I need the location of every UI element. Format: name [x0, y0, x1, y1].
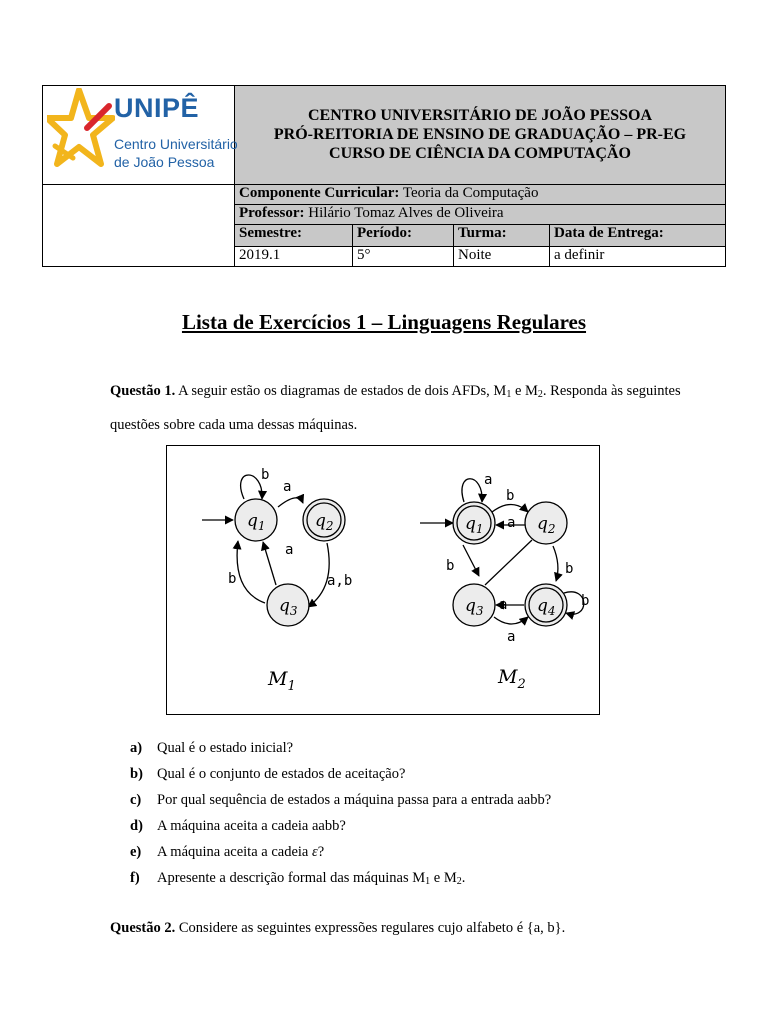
m1-label-q1-q2: a	[283, 479, 292, 495]
m2-label-q2-q4: b	[565, 561, 574, 577]
institution-line-1: CENTRO UNIVERSITÁRIO DE JOÃO PESSOA	[307, 107, 653, 125]
item-text: A máquina aceita a cadeia aabb?	[157, 818, 346, 834]
question-1-text-b: e M	[511, 383, 538, 399]
professor-row	[235, 204, 726, 224]
subscript: 1	[506, 389, 512, 400]
m2-label-q4-q3: a	[499, 597, 508, 613]
question-2-text: Considere as seguintes expressões regulares cujo alfabeto é {a, b}.	[175, 920, 566, 936]
question-1-items	[130, 735, 730, 891]
semester-value: 2019.1	[235, 246, 353, 266]
question-2	[110, 915, 710, 941]
item-letter: d)	[130, 818, 143, 834]
m2-q2-label: q	[537, 514, 548, 534]
list-item	[130, 735, 730, 761]
component-label: Componente Curricular:	[239, 184, 400, 201]
professor-value: Hilário Tomaz Alves de Oliveira	[308, 204, 504, 221]
m1-q3-sub: 3	[289, 604, 298, 618]
item-text: Qual é o estado inicial?	[157, 740, 294, 756]
item-text: Por qual sequência de estados a máquina passa para a entrada aabb?	[157, 792, 552, 808]
dfa-diagram	[166, 445, 600, 715]
logo-wordmark: UNIPÊ	[114, 93, 200, 123]
document-title: Lista de Exercícios 1 – Linguagens Regulares	[181, 310, 587, 334]
m2-label-q1-loop: a	[484, 472, 493, 488]
item-text: Apresente a descrição formal das máquinas M	[157, 870, 426, 886]
m1-label-q1-loop: b	[261, 467, 270, 483]
logo-line-1: Centro Universitário	[114, 136, 238, 152]
m2-name: M	[498, 666, 518, 688]
m1-label-q3-q1-b: b	[228, 571, 237, 587]
m2-label-q1-q3: b	[446, 558, 455, 574]
logo-blank-cell	[43, 184, 235, 266]
list-item	[130, 813, 730, 839]
item-letter: e)	[130, 844, 142, 860]
m1-name-sub: 1	[287, 679, 296, 694]
item-text: A máquina aceita a cadeia	[157, 844, 312, 860]
question-1	[110, 376, 710, 440]
class-label: Turma:	[454, 224, 550, 246]
subscript: 2	[456, 876, 462, 887]
component-row	[235, 184, 726, 204]
class-value: Noite	[454, 246, 550, 266]
due-label: Data de Entrega:	[550, 224, 726, 246]
m2-q1-label: q	[465, 514, 476, 534]
m1-q3-label: q	[279, 596, 290, 616]
m2-q1-sub: 1	[475, 522, 484, 536]
item-letter: f)	[130, 870, 140, 886]
institution-line-2: PRÓ-REITORIA DE ENSINO DE GRADUAÇÃO – PR-EG	[273, 126, 687, 144]
epsilon-symbol: ε	[311, 844, 318, 860]
header-table	[42, 85, 726, 267]
due-value: a definir	[550, 246, 726, 266]
m2-q3-label: q	[465, 596, 476, 616]
logo-line-2: de João Pessoa	[114, 154, 215, 170]
item-letter: b)	[130, 766, 143, 782]
logo-cell	[43, 86, 238, 185]
m1-q2-label: q	[315, 511, 326, 531]
m1-q2-sub: 2	[325, 519, 334, 533]
list-item	[130, 761, 730, 787]
institution-line-3: CURSO DE CIÊNCIA DA COMPUTAÇÃO	[329, 145, 631, 163]
item-tail: ?	[317, 844, 325, 860]
m1-label-q2-q3: a,b	[327, 573, 353, 589]
m2-q4-sub: 4	[547, 604, 556, 618]
component-value: Teoria da Computação	[402, 184, 539, 201]
item-letter: a)	[130, 740, 143, 756]
item-letter: c)	[130, 792, 142, 808]
m1-q1-label: q	[247, 511, 258, 531]
question-1-label: Questão 1.	[110, 383, 176, 399]
m1-q1-sub: 1	[257, 519, 266, 533]
m2-label-q1-q2: b	[506, 488, 515, 504]
m2-q2-sub: 2	[547, 522, 556, 536]
subscript: 2	[537, 389, 543, 400]
semester-label: Semestre:	[235, 224, 353, 246]
m2-q3-sub: 3	[475, 604, 484, 618]
period-value: 5°	[353, 246, 454, 266]
m2-label-q3-q4: a	[507, 629, 516, 645]
m2-label-q4-loop: b	[581, 593, 590, 609]
professor-label: Professor:	[239, 204, 305, 221]
m2-label-q2-q1: a	[507, 515, 516, 531]
subscript: 1	[425, 876, 431, 887]
star-logo-icon	[47, 88, 115, 176]
m2-name-sub: 2	[517, 677, 526, 692]
institution-heading	[235, 86, 726, 185]
m1-label-q3-q1-a: a	[285, 542, 294, 558]
m2-q4-label: q	[537, 596, 548, 616]
item-tail: .	[461, 870, 466, 886]
question-1-text-c: . Responda às seguintes questões sobre cada uma dessas máquinas.	[110, 383, 681, 433]
question-2-label: Questão 2.	[110, 920, 176, 936]
question-1-text-a: A seguir estão os diagramas de estados de dois AFDs, M	[175, 383, 507, 399]
list-item	[130, 787, 730, 813]
period-label: Período:	[353, 224, 454, 246]
item-mid: e M	[430, 870, 457, 886]
item-text: Qual é o conjunto de estados de aceitação?	[157, 766, 406, 782]
unipe-logo	[43, 86, 238, 182]
m1-name: M	[268, 668, 288, 690]
list-item	[130, 865, 730, 891]
list-item	[130, 839, 730, 865]
